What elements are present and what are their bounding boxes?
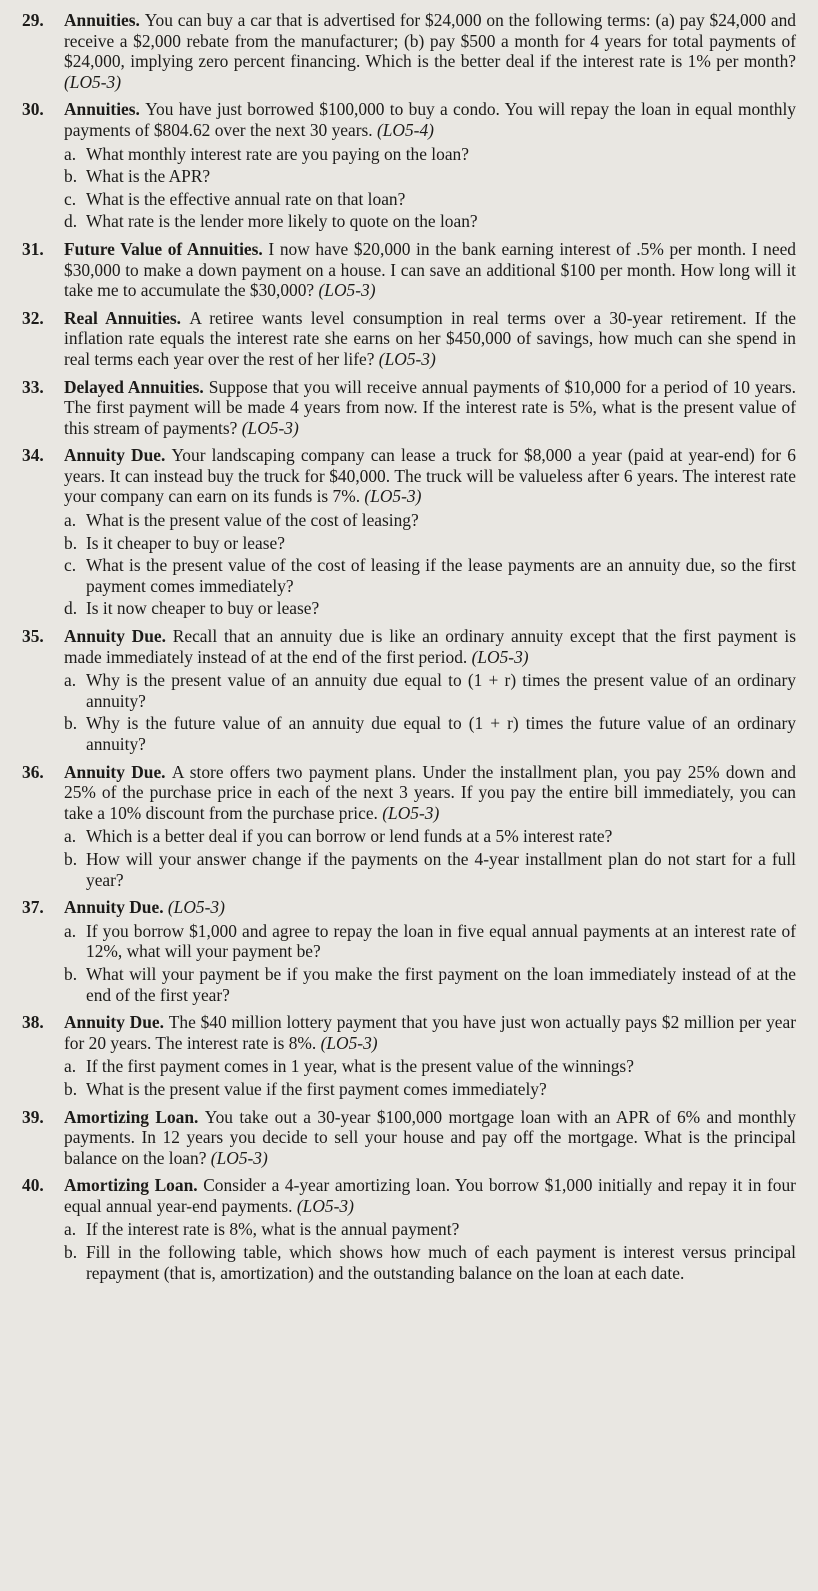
problem-title: Delayed Annuities. [64,376,209,397]
problem-number: 37. [22,897,44,918]
subquestion [64,849,796,890]
subquestion [64,211,796,232]
problem-31 [20,239,796,301]
subquestion-text: What is the present value if the first payment comes immediately? [86,1078,547,1099]
learning-objective: (LO5-3) [382,802,440,823]
subquestion [64,533,796,554]
problem-title: Annuities. [64,10,145,30]
subquestion-text: Fill in the following table, which shows how much of each payment is interest versus principal repayment (that is, amortization) and the outstanding balance on the loan at each date. [86,1242,796,1283]
problem-34 [20,445,796,619]
problem-text: A retiree wants level consumption in real terms over a 30-year retirement. If the inflation rate equals the interest rate she earns on her $450,000 of savings, how much can she spend in real terms each year over the rest of her life? [64,307,796,369]
problem-title: Amortizing Loan. [64,1106,205,1127]
subquestion-text: How will your answer change if the payments on the 4-year installment plan do not start for a full year? [86,848,796,890]
subquestion-label: b. [64,532,78,553]
subquestion-list [64,826,796,890]
problem-title: Annuity Due. [64,626,173,647]
subquestion-text: Is it now cheaper to buy or lease? [86,598,320,619]
problem-text: You can buy a car that is advertised for $24,000 on the following terms: (a) pay $24,000 and receive a $2,000 rebate from the manufacturer; (b) pay $500 a month for 4 years for total payments of $24,000, implying zero percent financing. Which is the better deal if the interest rate is 1% per month? [64,10,796,72]
subquestion-label: a. [64,826,77,847]
subquestion-label: b. [64,713,78,734]
subquestion-label: b. [64,1078,78,1099]
problem-title: Future Value of Annuities. [64,238,269,259]
problem-text: The $40 million lottery payment that you have just won actually pays $2 million per year for 20 years. The interest rate is 8%. [64,1012,796,1053]
problem-number: 38. [22,1012,44,1033]
problem-30 [20,99,796,232]
problem-text: I now have $20,000 in the bank earning interest of .5% per month. I need $30,000 to make a down payment on a house. I can save an additional $100 per month. How long will it take me to accumulate the $30,000? [64,238,797,301]
subquestion-label: a. [64,143,77,164]
subquestion-text: What rate is the lender more likely to quote on the loan? [86,211,478,232]
problem-text: You have just borrowed $100,000 to buy a condo. You will repay the loan in equal monthly payments of $804.62 over the next 30 years. [64,99,796,140]
problem-number: 36. [22,761,44,782]
subquestion [64,555,796,596]
subquestion-label: a. [64,670,77,691]
learning-objective: (LO5-3) [471,646,529,667]
subquestion-label: d. [64,598,78,619]
subquestion [64,1219,796,1240]
learning-objective: (LO5-3) [241,417,299,438]
subquestion-label: a. [64,1219,77,1240]
subquestion [64,964,796,1005]
subquestion-list [64,1056,796,1099]
problem-text: Suppose that you will receive annual payments of $10,000 for a period of 10 years. The first payment will be made 4 years from now. If the interest rate is 5%, what is the present value of this stream of payments? [64,376,796,438]
subquestion-label: c. [64,555,77,576]
subquestion-label: a. [64,510,77,531]
learning-objective: (LO5-3) [320,1032,378,1053]
learning-objective: (LO5-3) [296,1195,354,1216]
problem-text: Your landscaping company can lease a truck for $8,000 a year (paid at year-end) for 6 years. It can instead buy the truck for $40,000. The truck will be valueless after 6 years. The interest rate your company can earn on its funds is 7%. [64,445,797,507]
problem-number: 33. [22,376,44,397]
problem-title: Real Annuities. [64,307,190,328]
subquestion-list [64,670,796,754]
problem-title: Annuity Due. [64,897,168,918]
subquestion [64,826,796,847]
learning-objective: (LO5-3) [364,486,422,507]
subquestion-text: If you borrow $1,000 and agree to repay the loan in five equal annual payments at an interest rate of 12%, what will your payment be? [86,920,796,962]
learning-objective: (LO5-3) [167,897,225,918]
problem-36 [20,762,796,891]
subquestion [64,1079,796,1100]
problem-title: Amortizing Loan. [64,1175,204,1196]
problem-text: A store offers two payment plans. Under the installment plan, you pay 25% down and 25% of the purchase price in each of the next 3 years. If you pay the entire bill immediately, you can take a 10% discount from the purchase price. [64,761,797,823]
subquestion-text: Why is the future value of an annuity due equal to (1 + r) times the future value of an ordinary annuity? [86,713,796,754]
problem-title: Annuities. [64,99,146,120]
subquestion-text: What is the APR? [86,166,211,187]
learning-objective: (LO5-3) [318,280,376,301]
subquestion-text: If the interest rate is 8%, what is the annual payment? [86,1219,460,1240]
subquestion-list [64,510,796,619]
problem-title: Annuity Due. [64,761,172,782]
subquestion-label: b. [64,963,78,984]
subquestion-text: If the first payment comes in 1 year, what is the present value of the winnings? [86,1056,634,1077]
subquestion-text: What is the present value of the cost of leasing if the lease payments are an annuity due, so the first payment comes immediately? [86,555,796,596]
problem-32 [20,308,796,370]
problem-list [20,10,796,1283]
subquestion-text: Which is a better deal if you can borrow or lend funds at a 5% interest rate? [86,826,613,847]
subquestion [64,1056,796,1077]
problem-33 [20,377,796,439]
subquestion-text: What is the present value of the cost of leasing? [86,510,419,531]
problem-number: 31. [22,238,44,259]
problem-37 [20,897,796,1005]
problem-number: 40. [22,1175,44,1196]
problem-text: Recall that an annuity due is like an ordinary annuity except that the first payment is made immediately instead of at the end of the first period. [64,626,796,667]
subquestion-label: b. [64,848,78,869]
subquestion-text: What monthly interest rate are you paying on the loan? [86,143,469,164]
problem-text: Consider a 4-year amortizing loan. You borrow $1,000 initially and repay it in four equal annual year-end payments. [64,1175,796,1216]
subquestion-label: c. [64,188,77,209]
learning-objective: (LO5-3) [378,348,436,369]
subquestion-list [64,144,796,232]
problem-number: 32. [22,307,44,328]
learning-objective: (LO5-4) [376,119,434,140]
problem-number: 30. [22,99,44,120]
problem-number: 29. [22,10,44,30]
subquestion-list [64,921,796,1005]
subquestion-label: d. [64,211,78,232]
subquestion [64,713,796,754]
subquestion [64,1242,796,1283]
subquestion-text: Is it cheaper to buy or lease? [86,532,285,553]
subquestion-list [64,1219,796,1283]
problem-title: Annuity Due. [64,445,172,466]
problem-text: You take out a 30-year $100,000 mortgage loan with an APR of 6% and monthly payments. In 12 years you decide to sell your house and pay off the mortgage. What is the principal balance on the loan? [64,1106,796,1168]
problem-35 [20,626,796,755]
problem-number: 35. [22,626,44,647]
subquestion [64,598,796,619]
subquestion-label: b. [64,1242,78,1263]
problem-38 [20,1012,796,1099]
subquestion-label: a. [64,1056,77,1077]
subquestion [64,510,796,531]
subquestion [64,670,796,711]
problem-39 [20,1107,796,1169]
subquestion [64,189,796,210]
subquestion-label: a. [64,920,77,941]
subquestion-label: b. [64,166,78,187]
subquestion-text: Why is the present value of an annuity due equal to (1 + r) times the present value of an ordinary annuity? [86,670,796,711]
problem-number: 34. [22,445,44,466]
problem-title: Annuity Due. [64,1012,169,1033]
problem-number: 39. [22,1106,44,1127]
subquestion [64,144,796,165]
learning-objective: (LO5-3) [64,71,121,92]
subquestion [64,921,796,962]
problem-40 [20,1175,796,1283]
learning-objective: (LO5-3) [210,1147,268,1168]
subquestion-text: What will your payment be if you make the first payment on the loan immediately instead of at the end of the first year? [86,963,796,1005]
problem-29 [20,10,796,92]
subquestion [64,166,796,187]
subquestion-text: What is the effective annual rate on that loan? [86,188,406,209]
